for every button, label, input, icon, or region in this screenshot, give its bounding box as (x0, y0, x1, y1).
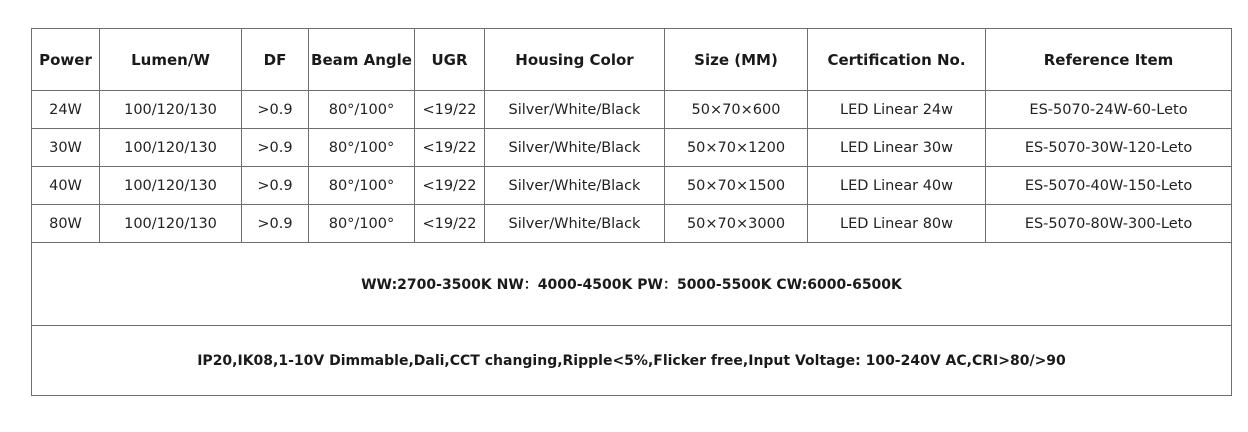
cell-lumen: 100/120/130 (100, 129, 242, 167)
cell-reference-item: ES-5070-80W-300-Leto (986, 205, 1232, 243)
cell-housing-color: Silver/White/Black (485, 205, 665, 243)
cell-size: 50×70×600 (665, 91, 808, 129)
table-row (32, 167, 1232, 205)
header-row (32, 29, 1232, 91)
cell-df: >0.9 (242, 129, 309, 167)
cell-reference-item: ES-5070-30W-120-Leto (986, 129, 1232, 167)
cell-lumen: 100/120/130 (100, 167, 242, 205)
cell-certification: LED Linear 30w (808, 129, 986, 167)
cell-certification: LED Linear 24w (808, 91, 986, 129)
cell-power: 30W (32, 129, 100, 167)
cell-df: >0.9 (242, 167, 309, 205)
cell-ugr: <19/22 (415, 91, 485, 129)
cell-reference-item: ES-5070-40W-150-Leto (986, 167, 1232, 205)
cct-note: WW:2700-3500K NW：4000-4500K PW：5000-5500K CW:6000-6500K (32, 243, 1232, 326)
cell-ugr: <19/22 (415, 129, 485, 167)
header-lumen-per-watt: Lumen/W (100, 29, 242, 91)
spec-table (31, 28, 1232, 396)
cell-power: 24W (32, 91, 100, 129)
cell-size: 50×70×1500 (665, 167, 808, 205)
table-row (32, 129, 1232, 167)
cell-lumen: 100/120/130 (100, 91, 242, 129)
cell-housing-color: Silver/White/Black (485, 129, 665, 167)
header-housing-color: Housing Color (485, 29, 665, 91)
cell-beam-angle: 80°/100° (309, 167, 415, 205)
cell-reference-item: ES-5070-24W-60-Leto (986, 91, 1232, 129)
cell-housing-color: Silver/White/Black (485, 91, 665, 129)
header-df: DF (242, 29, 309, 91)
cell-size: 50×70×1200 (665, 129, 808, 167)
cell-size: 50×70×3000 (665, 205, 808, 243)
cct-note-row (32, 243, 1232, 326)
features-note: IP20,IK08,1-10V Dimmable,Dali,CCT changing,Ripple<5%,Flicker free,Input Voltage: 100-240V AC,CRI>80/>90 (32, 326, 1232, 396)
cell-df: >0.9 (242, 205, 309, 243)
header-power: Power (32, 29, 100, 91)
header-certification: Certification No. (808, 29, 986, 91)
table-row (32, 91, 1232, 129)
cell-housing-color: Silver/White/Black (485, 167, 665, 205)
cell-power: 80W (32, 205, 100, 243)
cell-certification: LED Linear 40w (808, 167, 986, 205)
table-row (32, 205, 1232, 243)
cell-beam-angle: 80°/100° (309, 91, 415, 129)
header-size: Size (MM) (665, 29, 808, 91)
header-reference-item: Reference Item (986, 29, 1232, 91)
cell-beam-angle: 80°/100° (309, 205, 415, 243)
cell-lumen: 100/120/130 (100, 205, 242, 243)
cell-power: 40W (32, 167, 100, 205)
cell-beam-angle: 80°/100° (309, 129, 415, 167)
cell-ugr: <19/22 (415, 205, 485, 243)
cell-certification: LED Linear 80w (808, 205, 986, 243)
features-note-row (32, 326, 1232, 396)
cell-ugr: <19/22 (415, 167, 485, 205)
header-ugr: UGR (415, 29, 485, 91)
header-beam-angle: Beam Angle (309, 29, 415, 91)
cell-df: >0.9 (242, 91, 309, 129)
